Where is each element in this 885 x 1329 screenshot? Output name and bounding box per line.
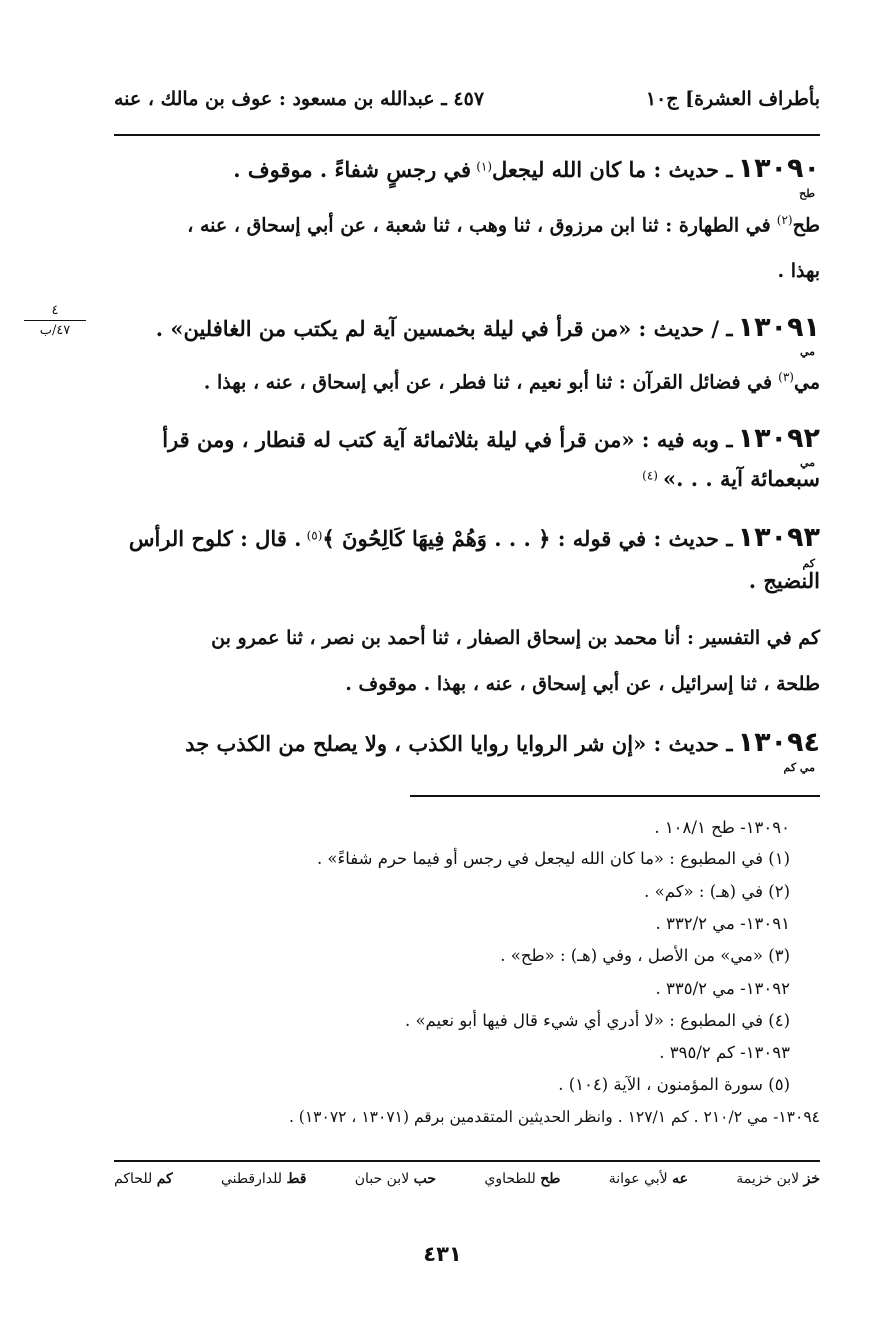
- hadith-text: ـ حديث : في قوله : ﴿ . . . وَهُمْ فِيهَا كَالِحُونَ ﴾: [322, 526, 733, 551]
- hadith-text-cont: . قال : كلوح الرأس: [128, 526, 302, 551]
- hadith-text: ـ حديث : ما كان الله ليجعل: [492, 157, 733, 182]
- isnad-text: في الطهارة : ثنا ابن مرزوق ، ثنا وهب ، ثنا شعبة ، عن أبي إسحاق ، عنه ،: [187, 214, 771, 237]
- isnad-line: كم في التفسير : أنا محمد بن إسحاق الصفار ، ثنا أحمد بن نصر ، ثنا عمرو بن: [211, 627, 820, 649]
- source-sigla: مي: [799, 345, 815, 358]
- abbreviation-item: قط للدارقطني: [221, 1171, 307, 1187]
- footnote-ref: (٢): [776, 213, 793, 227]
- footnote: ١٣٠٩٠- طح ١٠٨/١ .: [654, 818, 790, 837]
- abbreviation-item: خز لابن خزيمة: [736, 1171, 820, 1187]
- footnote: (٥) سورة المؤمنون ، الآية (١٠٤) .: [558, 1075, 790, 1094]
- hadith-entry-13093: [129, 522, 820, 553]
- hadith-text-cont: في رجسٍ شفاءً . موقوف .: [233, 157, 472, 182]
- footnote: (٢) في (هـ) : «كم» .: [644, 882, 790, 901]
- hadith-text: ـ وبه فيه : «من قرأ في ليلة بثلاثمائة آية كتب له قنطار ، ومن قرأ: [162, 427, 733, 452]
- source-sigla: كم: [802, 557, 815, 570]
- footnote: ١٣٠٩١- مي ٣٣٢/٢ .: [655, 914, 790, 933]
- folio-bottom: ٤٧/ب: [39, 323, 71, 338]
- footnote-separator: [410, 795, 820, 797]
- isnad-text: في فضائل القرآن : ثنا أبو نعيم ، ثنا فطر ، عن أبي إسحاق ، عنه ، بهذا .: [203, 371, 773, 394]
- footnote-ref: (٣): [778, 370, 794, 384]
- footnote-ref: (١): [476, 159, 493, 174]
- abbreviations-legend: [114, 1171, 820, 1187]
- hadith-number: ١٣٠٩٢: [737, 423, 820, 454]
- isnad-line: [187, 213, 820, 236]
- source-sigla: مي: [799, 456, 815, 469]
- footnote: (٣) «مي» من الأصل ، وفي (هـ) : «طح» .: [500, 946, 790, 965]
- isnad-line-2: بهذا .: [777, 260, 820, 282]
- hadith-entry-13090: [233, 153, 820, 184]
- hadith-entry-13092: [162, 423, 820, 454]
- isnad-line: [204, 370, 820, 393]
- source-sigla: مي كم: [783, 761, 815, 774]
- hadith-entry-13091: [156, 312, 820, 343]
- footer-rule: [114, 1160, 820, 1162]
- isnad-sigla: مي: [793, 371, 820, 394]
- footnote: (٤) في المطبوع : «لا أدري أي شيء قال فيها أبو نعيم» .: [404, 1011, 790, 1030]
- hadith-number: ١٣٠٩٣: [737, 522, 820, 553]
- hadith-number: ١٣٠٩١: [737, 312, 820, 343]
- manuscript-folio-note: [20, 303, 90, 338]
- hadith-text-cont: النضيج .: [748, 568, 820, 593]
- hadith-entry-13094: [185, 727, 820, 758]
- abbreviation-item: حب لابن حبان: [354, 1171, 437, 1187]
- source-sigla: طح: [799, 187, 815, 200]
- hadith-text: ـ / حديث : «من قرأ في ليلة بخمسين آية لم يكتب من الغافلين» .: [155, 316, 733, 341]
- hadith-line-2: [642, 466, 820, 491]
- folio-top: ٤: [51, 303, 59, 318]
- hadith-line-2: [749, 568, 820, 593]
- abbreviation-item: طح للطحاوي: [484, 1171, 561, 1187]
- hadith-number: ١٣٠٩٠: [737, 153, 820, 184]
- footnote: ١٣٠٩٣- كم ٣٩٥/٢ .: [659, 1043, 790, 1062]
- footnote-ref: (٤): [642, 468, 658, 483]
- hadith-text: ـ حديث : «إن شر الروايا روايا الكذب ، ولا يصلح من الكذب جد: [185, 731, 733, 756]
- folio-divider: [24, 320, 86, 321]
- running-header-book: بأطراف العشرة] ج١٠: [645, 88, 820, 110]
- abbreviation-item: عه لأبي عوانة: [608, 1171, 688, 1187]
- isnad-sigla: طح: [792, 214, 820, 237]
- footnote-ref: (٥): [306, 528, 323, 543]
- hadith-text-cont: سبعمائة آية . . .»: [663, 466, 820, 491]
- isnad-line-2: طلحة ، ثنا إسرائيل ، عن أبي إسحاق ، عنه ، بهذا . موقوف .: [345, 673, 820, 695]
- header-rule: [114, 134, 820, 136]
- footnote: ١٣٠٩٤- مي ٢١٠/٢ . كم ١٢٧/١ . وانظر الحديثين المتقدمين برقم (١٣٠٧١ ، ١٣٠٧٢) .: [288, 1108, 820, 1126]
- hadith-number: ١٣٠٩٤: [737, 727, 820, 758]
- page-number: ٤٣١: [423, 1242, 462, 1266]
- running-header-section: ٤٥٧ ـ عبدالله بن مسعود : عوف بن مالك ، عنه: [114, 88, 485, 110]
- footnote: ١٣٠٩٢- مي ٣٣٥/٢ .: [655, 979, 790, 998]
- abbreviation-item: كم للحاكم: [114, 1171, 173, 1187]
- footnote: (١) في المطبوع : «ما كان الله ليجعل في رجس أو فيما حرم شفاءً» .: [316, 849, 790, 868]
